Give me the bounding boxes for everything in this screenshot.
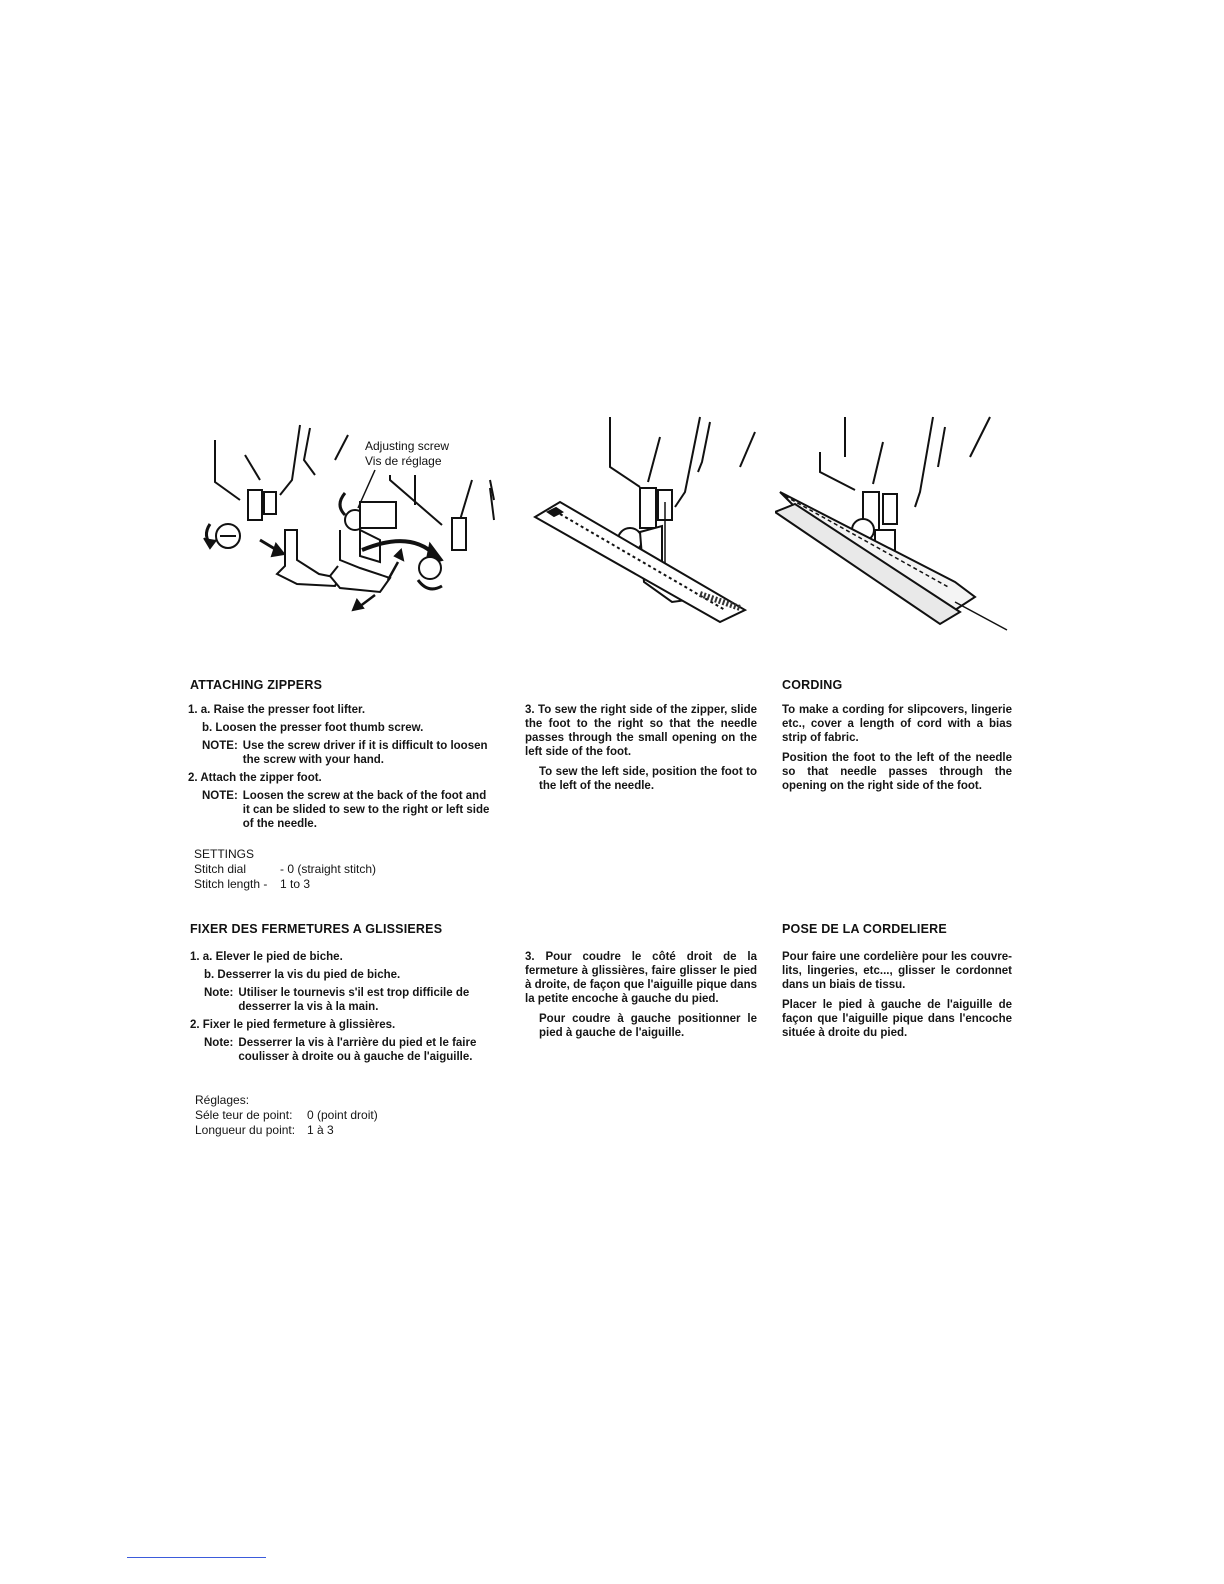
fr-note-1-text: Utiliser le tournevis s'il est trop difficile de desserrer la vis à la main. [238,987,470,1013]
footer-rule [127,1557,266,1558]
en-settings [194,847,376,892]
en-cording-text [782,703,1012,793]
en-note-1 [188,739,496,767]
fr-stitch-dial-label: Séle teur de point: [195,1108,293,1122]
en-step-1a: 1. a. Raise the presser foot lifter. [188,704,366,716]
fr-settings-title: Réglages: [195,1093,250,1107]
heading-pose-cordeliere: POSE DE LA CORDELIERE [782,922,947,936]
en-note-2-label: NOTE: [202,790,238,802]
en-step-1b: b. Loosen the presser foot thumb screw. [202,722,424,734]
fr-stitch-dial-value: 0 (point droit) [307,1108,378,1122]
fr-cording-text [782,950,1012,1040]
fr-stitch-length-row [195,1123,378,1138]
en-stitch-dial-value: - 0 (straight stitch) [280,862,377,876]
en-step-2: 2. Attach the zipper foot. [188,772,322,784]
fr-step-3b: Pour coudre à gauche positionner le pied à gauche de l'aiguille. [539,1013,757,1039]
heading-fixer-fermetures: FIXER DES FERMETURES A GLISSIERES [190,922,443,936]
en-stitch-dial-label: Stitch dial [194,862,247,876]
fr-cording-p2: Placer le pied à gauche de l'aiguille de façon que l'aiguille pique dans l'encoche située à droite du pied. [782,999,1012,1039]
fr-note-1 [190,986,496,1014]
fr-note-2-label: Note: [204,1037,234,1049]
figure-cording [775,412,1015,637]
fr-cording-p1: Pour faire une cordelière pour les couvre-lits, lingeries, etc..., glisser le cordonnet dans un biais de tissu. [782,951,1012,991]
fr-instructions-middle [525,950,757,1040]
fr-stitch-length-value: 1 à 3 [307,1123,334,1137]
fr-note-2 [190,1036,496,1064]
fr-step-1a: 1. a. Elever le pied de biche. [190,951,343,963]
heading-cording: CORDING [782,678,843,692]
en-note-2 [188,789,496,831]
en-note-1-text: Use the screw driver if it is difficult to loosen the screw with your hand. [242,740,488,766]
fr-note-1-label: Note: [204,987,234,999]
fr-settings [195,1093,378,1138]
fr-stitch-dial-row [195,1108,378,1123]
en-settings-title: SETTINGS [194,847,255,861]
en-note-2-text: Loosen the screw at the back of the foot and it can be slided to sew to the right or left side of the needle. [242,790,490,830]
en-cording-p2: Position the foot to the left of the needle so that needle passes through the opening on the right side of the foot. [782,752,1012,792]
heading-attaching-zippers: ATTACHING ZIPPERS [190,678,323,692]
en-cording-p1: To make a cording for slipcovers, lingerie etc., cover a length of cord with a bias strip of fabric. [782,704,1012,744]
en-stitch-length-value: 1 to 3 [280,877,311,891]
fr-note-2-text: Desserrer la vis à l'arrière du pied et le faire coulisser à droite ou à gauche de l'aiguille. [238,1037,477,1063]
en-instructions-left [188,703,496,831]
adjusting-screw-label-en: Adjusting screw [365,439,450,453]
en-stitch-length-label: Stitch length - [194,877,268,891]
en-stitch-length-row [194,877,376,892]
en-step-3b: To sew the left side, position the foot to the left of the needle. [539,766,757,792]
en-stitch-dial-row [194,862,376,877]
en-step-3: 3. To sew the right side of the zipper, slide the foot to the right so that the needle passes through the small opening on the left side of the foot. [525,704,757,758]
fr-step-2: 2. Fixer le pied fermeture à glissières. [190,1019,396,1031]
figure-sewing-zipper [530,412,760,627]
fr-step-3: 3. Pour coudre le côté droit de la fermeture à glissières, faire glisser le pied à droite, de façon que l'aiguille pique dans la petite encoche à gauche du pied. [525,951,757,1005]
en-instructions-middle [525,703,757,793]
en-note-1-label: NOTE: [202,740,238,752]
fr-stitch-length-label: Longueur du point: [195,1123,296,1137]
fr-instructions-left [190,950,496,1064]
fr-step-1b: b. Desserrer la vis du pied de biche. [204,969,401,981]
adjusting-screw-label-fr: Vis de réglage [365,454,442,468]
figure-attach-zipper-foot [190,420,510,620]
